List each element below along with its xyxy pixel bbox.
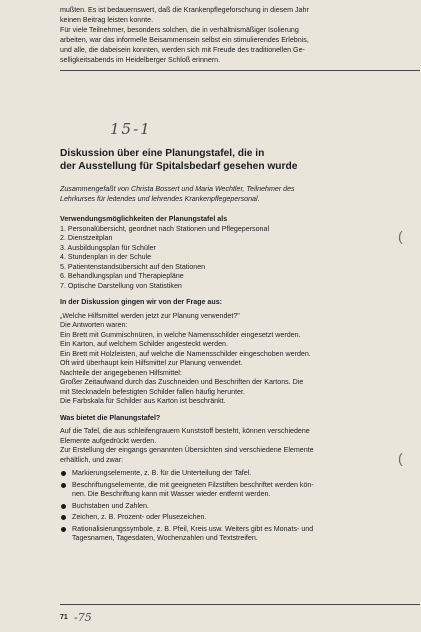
list-item: 1. Personalübersicht, geordnet nach Stationen und Pflegepersonal [60, 224, 270, 233]
list-item: 4. Stundenplan in der Schule [60, 253, 152, 261]
bullet-icon [61, 515, 66, 520]
article-body [60, 215, 416, 546]
section-title: In der Diskussion gingen wir von der Frage aus: [60, 298, 223, 306]
list-item: 6. Behandlungsplan und Therapiepläne [60, 272, 184, 280]
handwritten-footer: -75 [74, 611, 92, 624]
text-line: keinen Beitrag leisten konnte. [60, 15, 154, 24]
list-item: 2. Dienstzeitplan [60, 234, 113, 242]
text-line: arbeiten, war das informelle Beisammensein selbst ein stimulierendes Erlebnis, [60, 35, 309, 44]
text-line: Für viele Teilnehmer, besonders solchen, die in verhältnismäßiger Isolierung [60, 25, 299, 34]
text-line: erhältlich, und zwar: [60, 455, 124, 464]
handwritten-note: 15-1 [110, 120, 152, 138]
section-title: Was bietet die Planungstafel? [60, 413, 161, 422]
text-line: „Welche Hilfsmittel werden jetzt zur Planung verwendet?" [60, 311, 240, 320]
text-line: mußten. Es ist bedauernswert, daß die Krankenpflegeforschung in diesem Jahr [60, 6, 309, 14]
text-line: Ein Karton, auf welchem Schilder angesteckt werden. [60, 340, 228, 348]
heading-line: Diskussion über eine Planungstafel, die in [60, 148, 265, 159]
list-item: Beschriftungselemente, die mit geeigneten Filzstiften beschriftet werden kön- nen. Die Beschriftung kann mit Wasser wieder entfernt werden. [60, 481, 416, 500]
heading-line: der Ausstellung für Spitalsbedarf gesehen wurde [60, 160, 298, 172]
list-item: 7. Optische Darstellung von Statistiken [60, 281, 182, 290]
list-item: Markierungselemente, z. B. für die Unterteilung der Tafel. [60, 469, 416, 479]
text-line: Ein Brett mit Holzleisten, auf welche die Namensschilder eingeschoben werden. [60, 349, 311, 358]
authors-line: Lehrkurses für leitendes und lehrendes Krankenpflegepersonal. [60, 194, 260, 203]
text-line: Oft wird überhaupt kein Hilfsmittel zur Planung verwendet. [60, 359, 243, 367]
text-line: Elemente aufgedrückt werden. [60, 436, 157, 445]
list-item: 5. Patientenstandsübersicht auf den Stationen [60, 262, 206, 271]
margin-mark: ( [398, 228, 403, 244]
text-line: Zur Erstellung der eingangs genannten Übersichten sind verschiedene Elemente [60, 446, 314, 454]
divider-rule [60, 70, 420, 71]
text-line: Die Antworten waren: [60, 321, 128, 329]
list-item: Rationalisierungssymbole, z. B. Pfeil, Kreis usw. Weiters gibt es Monats- und Tagesnamen, Tagesdaten, Wochenzahlen und Textstreifen. [60, 525, 416, 544]
article-heading [60, 148, 416, 173]
page-number: 71 [60, 614, 68, 621]
text-line: Die Farbskala für Schilder aus Karton ist beschränkt. [60, 397, 226, 405]
text-line: mit Stecknadeln befestigten Schilder fallen häufig herunter. [60, 387, 245, 396]
text-line: Ein Brett mit Gummischnüren, in welche Namensschilder eingesetzt werden. [60, 330, 301, 339]
text-line: Nachteile der angegebenen Hilfsmittel: [60, 368, 182, 377]
element-list [60, 469, 416, 544]
bullet-icon [61, 527, 66, 532]
authors-note [60, 185, 416, 204]
top-paragraph [60, 6, 418, 65]
bullet-icon [61, 504, 66, 509]
margin-mark: ( [398, 450, 403, 466]
bullet-icon [61, 483, 66, 488]
list-item: Buchstaben und Zahlen. [60, 502, 416, 512]
text-line: Auf die Tafel, die aus schleifengrauem Kunststoff besteht, können verschiedene [60, 427, 310, 435]
text-line: selligkeitsabends im Heidelberger Schloß erinnern. [60, 55, 221, 64]
text-line: Großer Zeitaufwand durch das Zuschneiden und Beschriften der Kartons. Die [60, 378, 304, 386]
footer-rule [60, 604, 420, 605]
list-item: 3. Ausbildungsplan für Schüler [60, 243, 156, 252]
text-line: und alle, die dabeisein konnten, werden sich mit Freude des traditionellen Ge- [60, 45, 305, 54]
usage-list [60, 225, 416, 292]
section-title: Verwendungsmöglichkeiten der Planungstafel als [60, 215, 228, 223]
list-item: Zeichen, z. B. Prozent- oder Plusezeichen. [60, 513, 416, 523]
authors-line: Zusammengefaßt von Christa Bossert und Maria Wechtler, Teilnehmer des [60, 185, 295, 193]
bullet-icon [61, 471, 66, 476]
